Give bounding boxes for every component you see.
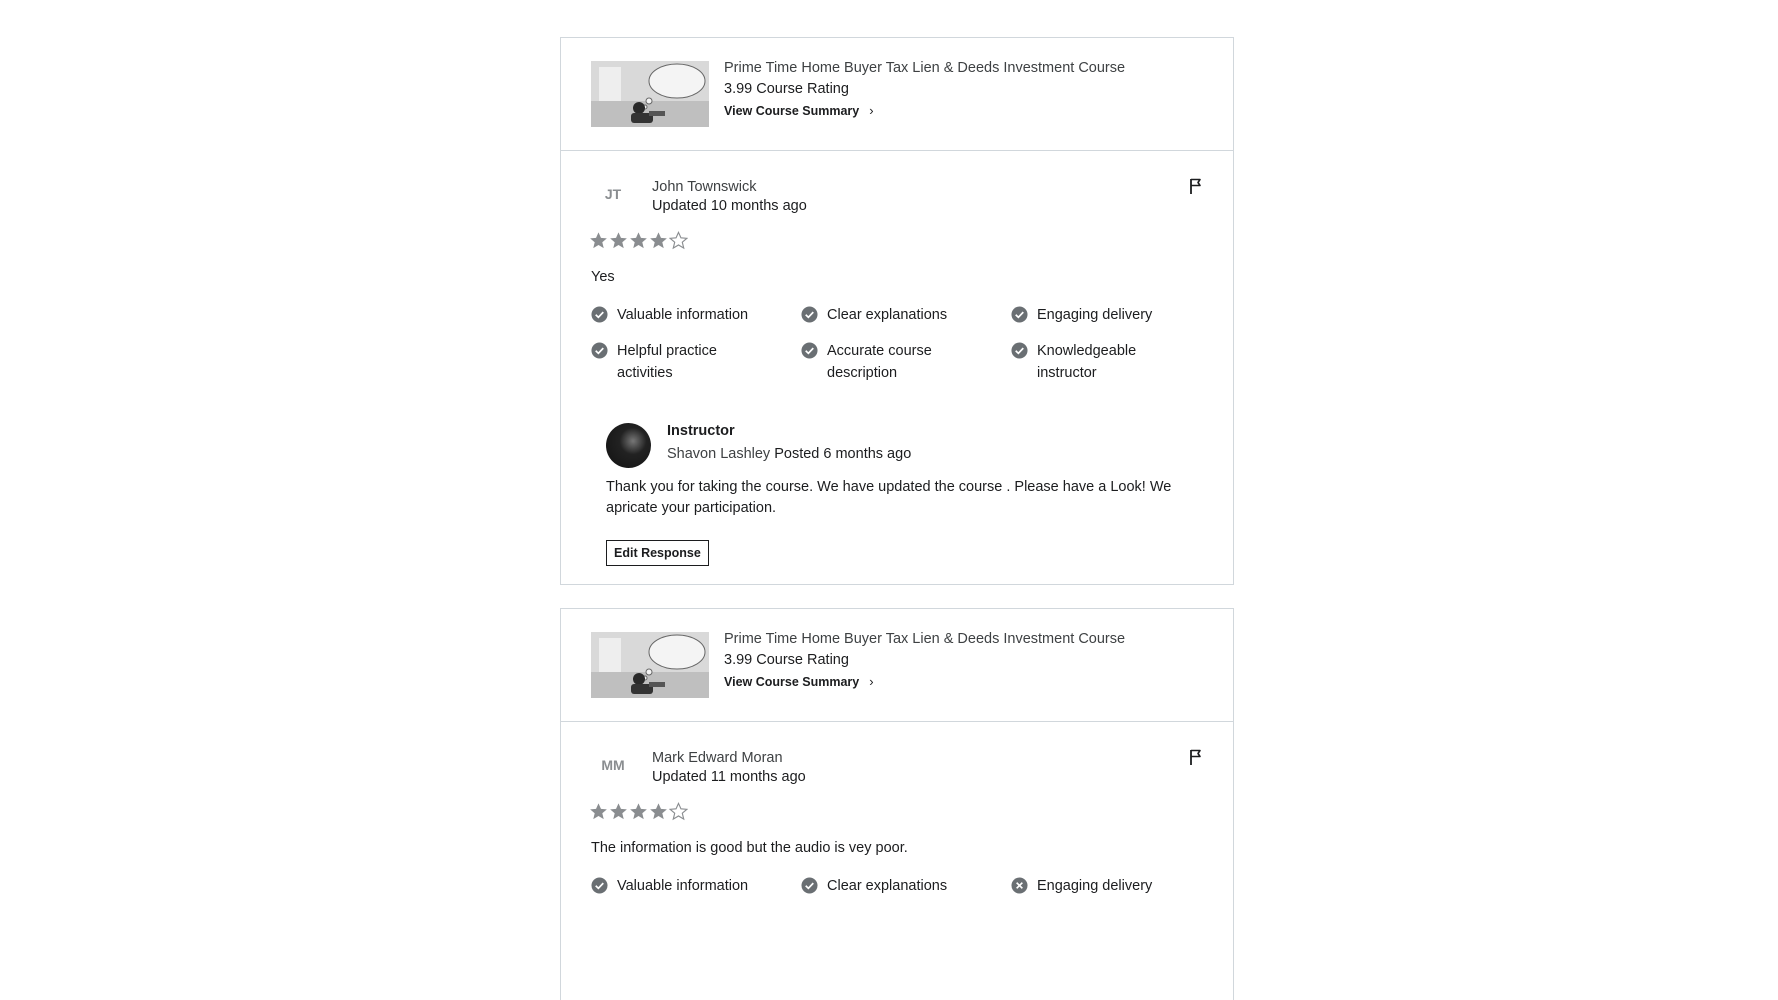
- review-attribute: [801, 340, 951, 384]
- x-circle-icon: [1011, 877, 1028, 894]
- star-filled-icon: [629, 231, 648, 250]
- star-rating: [589, 802, 688, 821]
- star-empty-icon: [669, 231, 688, 250]
- review-card: [560, 37, 1234, 585]
- attribute-label: Clear explanations: [827, 878, 948, 894]
- star-filled-icon: [629, 802, 648, 821]
- review-attribute: [591, 304, 766, 326]
- star-filled-icon: [589, 802, 608, 821]
- star-filled-icon: [589, 231, 608, 250]
- star-filled-icon: [609, 802, 628, 821]
- view-course-summary-link[interactable]: [724, 103, 874, 118]
- review-attribute: [1011, 304, 1186, 326]
- attribute-label: Helpful practice activities: [617, 343, 717, 381]
- check-circle-icon: [801, 342, 818, 359]
- star-filled-icon: [649, 231, 668, 250]
- course-header: [561, 38, 1233, 151]
- review-updated-time: Updated 11 months ago: [652, 769, 806, 785]
- reviewer-name: John Townswick: [652, 179, 757, 195]
- course-thumbnail[interactable]: [591, 61, 709, 127]
- view-course-summary-label: View Course Summary: [724, 674, 860, 689]
- response-posted-time: Posted 6 months ago: [774, 446, 912, 462]
- star-filled-icon: [609, 231, 628, 250]
- reviewer-name: Mark Edward Moran: [652, 750, 783, 766]
- check-circle-icon: [591, 306, 608, 323]
- course-title: Prime Time Home Buyer Tax Lien & Deeds Investment Course: [724, 631, 1126, 647]
- review-attribute: [591, 340, 741, 384]
- chevron-right-icon: ›: [869, 103, 874, 118]
- check-circle-icon: [591, 342, 608, 359]
- instructor-meta: [667, 446, 911, 462]
- check-circle-icon: [1011, 342, 1028, 359]
- review-attribute: [1011, 875, 1186, 897]
- review-attribute: [591, 875, 766, 897]
- course-title: Prime Time Home Buyer Tax Lien & Deeds Investment Course: [724, 60, 1126, 76]
- check-circle-icon: [1011, 306, 1028, 323]
- attribute-label: Engaging delivery: [1037, 307, 1153, 323]
- review-attribute: [1011, 340, 1161, 384]
- review-attribute: [801, 304, 976, 326]
- check-circle-icon: [801, 877, 818, 894]
- review-attribute: [801, 875, 976, 897]
- review-text: Yes: [591, 269, 615, 285]
- review-updated-time: Updated 10 months ago: [652, 198, 807, 214]
- check-circle-icon: [591, 877, 608, 894]
- instructor-avatar: [606, 423, 651, 468]
- attribute-label: Knowledgeable instructor: [1037, 343, 1137, 381]
- attribute-label: Accurate course description: [827, 343, 932, 381]
- star-filled-icon: [649, 802, 668, 821]
- instructor-label: Instructor: [667, 423, 735, 439]
- attribute-label: Engaging delivery: [1037, 878, 1153, 894]
- edit-response-button[interactable]: Edit Response: [606, 540, 709, 566]
- instructor-name: Shavon Lashley: [667, 446, 771, 462]
- review-card: [560, 608, 1234, 1000]
- attribute-label: Valuable information: [617, 878, 749, 894]
- view-course-summary-link[interactable]: [724, 674, 874, 689]
- chevron-right-icon: ›: [869, 674, 874, 689]
- flag-icon[interactable]: [1188, 748, 1204, 766]
- avatar: MM: [601, 757, 625, 773]
- response-text: Thank you for taking the course. We have updated the course . Please have a Look! We apricate your participation.: [606, 479, 1172, 516]
- course-rating: 3.99 Course Rating: [724, 652, 849, 668]
- course-header: [561, 609, 1233, 722]
- avatar: JT: [604, 186, 622, 202]
- course-thumbnail[interactable]: [591, 632, 709, 698]
- review-text: The information is good but the audio is vey poor.: [591, 840, 908, 856]
- attribute-label: Clear explanations: [827, 307, 948, 323]
- attribute-label: Valuable information: [617, 307, 749, 323]
- view-course-summary-label: View Course Summary: [724, 103, 860, 118]
- course-rating: 3.99 Course Rating: [724, 81, 849, 97]
- check-circle-icon: [801, 306, 818, 323]
- flag-icon[interactable]: [1188, 177, 1204, 195]
- star-rating: [589, 231, 688, 250]
- star-empty-icon: [669, 802, 688, 821]
